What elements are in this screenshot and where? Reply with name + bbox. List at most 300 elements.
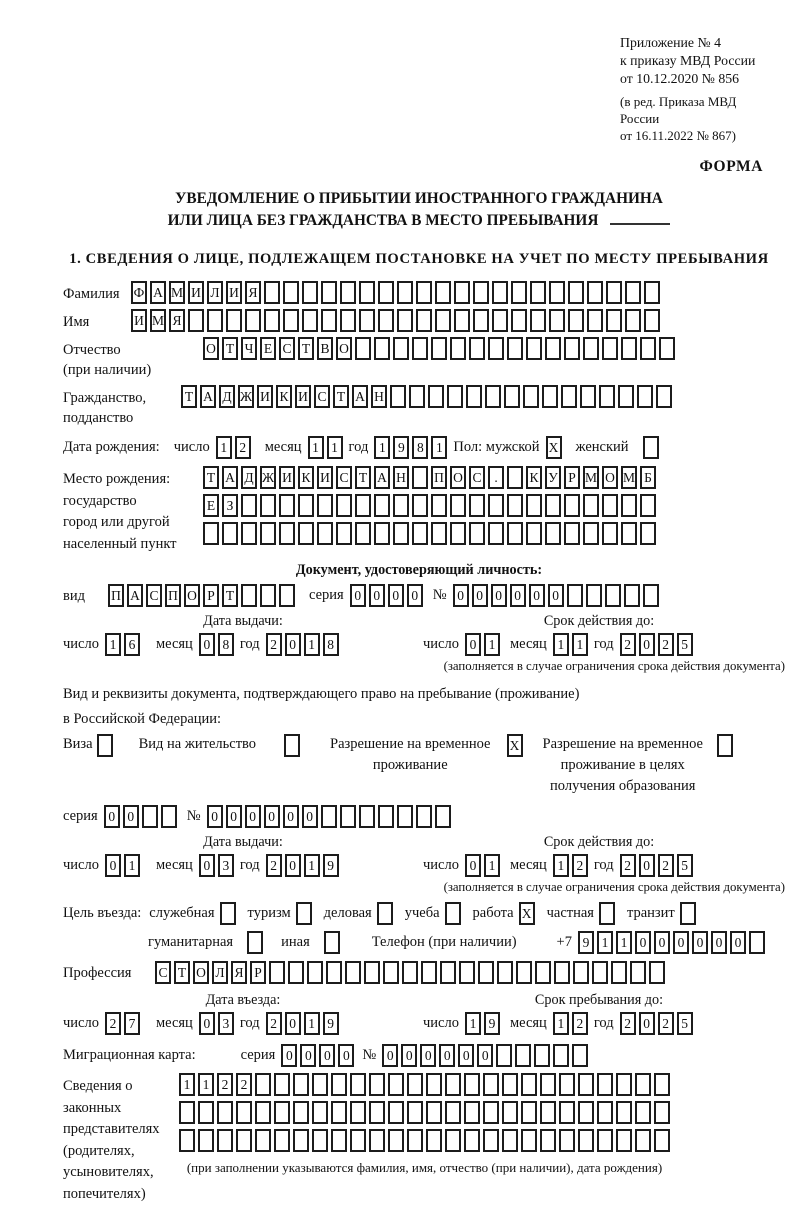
stay-until-row: число 1 9 месяц 1 2 год 2 0 2 5 xyxy=(423,1012,775,1035)
cell: 0 xyxy=(388,584,404,607)
residence-doc-intro: Вид и реквизиты документа, подтверждающего право на пребывание (проживание) в Российской Федерации: xyxy=(63,686,580,727)
cell xyxy=(502,1073,518,1096)
cell: 0 xyxy=(281,1044,297,1067)
month-word: месяц xyxy=(264,439,302,455)
cell xyxy=(369,1073,385,1096)
order-reference-amendment xyxy=(620,93,775,144)
surname-row xyxy=(63,281,775,304)
cell: С xyxy=(279,337,295,360)
residence-expiry-month-cells xyxy=(553,854,588,877)
cell xyxy=(473,309,489,332)
cell: 0 xyxy=(458,1044,474,1067)
cell xyxy=(321,805,337,828)
cell xyxy=(545,337,561,360)
entry-day-cells xyxy=(105,1012,140,1035)
representatives-cells xyxy=(179,1073,670,1176)
cell: 1 xyxy=(124,854,140,877)
cell: 2 xyxy=(235,436,251,459)
cell: И xyxy=(257,385,273,408)
cell xyxy=(488,494,504,517)
cell: 0 xyxy=(654,931,670,954)
cell: К xyxy=(298,466,314,489)
cell: 0 xyxy=(673,931,689,954)
cell xyxy=(412,337,428,360)
cell: 1 xyxy=(304,633,320,656)
cell xyxy=(284,734,300,757)
cell: 2 xyxy=(266,1012,282,1035)
cell xyxy=(264,281,280,304)
temp-residence-option xyxy=(330,734,522,776)
cell: 1 xyxy=(484,633,500,656)
residence-series-cells xyxy=(104,805,177,828)
doc-number-cells xyxy=(453,584,659,607)
issue-date-row: число 1 6 месяц 0 8 год 2 0 1 8 xyxy=(63,633,423,656)
purpose-humanitarian-checkbox xyxy=(247,931,263,954)
cell xyxy=(454,281,470,304)
cell xyxy=(298,494,314,517)
phone-cells xyxy=(578,931,765,954)
cell xyxy=(564,494,580,517)
cell xyxy=(643,436,659,459)
cell xyxy=(260,494,276,517)
purpose-official-checkbox xyxy=(220,902,236,925)
representatives-row-3 xyxy=(179,1129,670,1152)
cell xyxy=(378,309,394,332)
cell xyxy=(255,1073,271,1096)
cell: 2 xyxy=(572,1012,588,1035)
cell xyxy=(549,309,565,332)
identity-doc-dates xyxy=(63,613,775,656)
cell xyxy=(428,385,444,408)
cell xyxy=(515,1044,531,1067)
cell: X xyxy=(546,436,562,459)
cell xyxy=(640,337,656,360)
cell: 0 xyxy=(382,1044,398,1067)
cell xyxy=(469,337,485,360)
cell: 2 xyxy=(236,1073,252,1096)
sex-label: Пол: xyxy=(453,439,483,455)
cell: О xyxy=(602,466,618,489)
birth-day-cells xyxy=(216,436,251,459)
ref-line: Приложение № 4 xyxy=(620,35,722,50)
issue-date-heading: Дата выдачи: xyxy=(203,613,283,629)
entry-date-heading: Дата въезда: xyxy=(205,992,281,1008)
representatives-note: (при заполнении указываются фамилия, имя, отчество (при наличии), дата рождения) xyxy=(186,1160,663,1175)
residence-expiry-row: число 0 1 месяц 1 2 год 2 0 2 5 xyxy=(423,854,775,877)
cell xyxy=(435,309,451,332)
cell xyxy=(283,281,299,304)
cell xyxy=(340,309,356,332)
cell xyxy=(483,1073,499,1096)
cell xyxy=(416,281,432,304)
cell xyxy=(397,309,413,332)
cell xyxy=(350,1101,366,1124)
cell: И xyxy=(279,466,295,489)
cell: 3 xyxy=(218,854,234,877)
phone-prefix: +7 xyxy=(556,934,572,950)
cell: 0 xyxy=(465,633,481,656)
cell xyxy=(485,385,501,408)
cell xyxy=(312,1101,328,1124)
cell xyxy=(283,309,299,332)
cell: Е xyxy=(203,494,219,517)
cell xyxy=(618,385,634,408)
cell: 1 xyxy=(308,436,324,459)
cell xyxy=(643,584,659,607)
purpose-work-label: работа xyxy=(472,905,514,921)
cell xyxy=(649,961,665,984)
cell xyxy=(559,1129,575,1152)
form-title-line1: УВЕДОМЛЕНИЕ О ПРИБЫТИИ ИНОСТРАННОГО ГРАЖДАНИНА xyxy=(175,190,663,207)
cell: А xyxy=(374,466,390,489)
ref-line: от 10.12.2020 № 856 xyxy=(620,71,740,86)
migration-card-row: Миграционная карта: серия 0 0 0 0 № 0 0 0 0 0 0 xyxy=(63,1044,775,1067)
cell xyxy=(412,494,428,517)
cell xyxy=(445,1073,461,1096)
cell: М xyxy=(583,466,599,489)
cell: 0 xyxy=(692,931,708,954)
cell xyxy=(326,961,342,984)
cell xyxy=(483,1101,499,1124)
cell xyxy=(640,522,656,545)
given-name-cells xyxy=(131,309,660,332)
cell xyxy=(331,1101,347,1124)
purpose-humanitarian-label: гуманитарная xyxy=(148,934,234,950)
residence-issue-year-cells xyxy=(266,854,339,877)
cell xyxy=(492,309,508,332)
birth-place-label: Место рождения: государство город или другой населенный пункт xyxy=(63,471,177,552)
cell xyxy=(516,961,532,984)
cell: Ф xyxy=(131,281,147,304)
expiry-day-cells xyxy=(465,633,500,656)
expiry-heading: Срок действия до: xyxy=(543,613,655,629)
cell: 2 xyxy=(572,854,588,877)
cell: С xyxy=(336,466,352,489)
migration-number-cells xyxy=(382,1044,588,1067)
cell xyxy=(526,337,542,360)
cell xyxy=(583,337,599,360)
cell: X xyxy=(507,734,523,757)
cell xyxy=(340,805,356,828)
cell: Ч xyxy=(241,337,257,360)
cell xyxy=(464,1101,480,1124)
cell xyxy=(407,1101,423,1124)
cell xyxy=(621,494,637,517)
cell xyxy=(293,1129,309,1152)
purpose-official-label: служебная xyxy=(149,905,215,921)
cell xyxy=(656,385,672,408)
cell: Р xyxy=(564,466,580,489)
cell xyxy=(397,281,413,304)
cell xyxy=(478,961,494,984)
representatives-row-2 xyxy=(179,1101,670,1124)
cell xyxy=(616,1073,632,1096)
cell: 0 xyxy=(285,854,301,877)
residence-permit-label: Вид на жительство xyxy=(138,736,257,752)
representatives-block xyxy=(63,1073,775,1205)
cell: К xyxy=(526,466,542,489)
cell xyxy=(621,522,637,545)
cell xyxy=(545,494,561,517)
cell xyxy=(659,337,675,360)
cell: 0 xyxy=(639,633,655,656)
cell xyxy=(447,385,463,408)
cell: Я xyxy=(231,961,247,984)
cell: А xyxy=(222,466,238,489)
cell: 0 xyxy=(105,854,121,877)
cell: 5 xyxy=(677,1012,693,1035)
cell xyxy=(654,1073,670,1096)
entry-year-cells xyxy=(266,1012,339,1035)
cell xyxy=(492,281,508,304)
cell: 0 xyxy=(245,805,261,828)
cell xyxy=(464,1129,480,1152)
expiry-month-cells xyxy=(553,633,588,656)
cell: 0 xyxy=(285,633,301,656)
cell xyxy=(469,522,485,545)
cell: 1 xyxy=(616,931,632,954)
number-word: № xyxy=(432,587,447,603)
cell: О xyxy=(203,337,219,360)
cell xyxy=(359,309,375,332)
cell: А xyxy=(352,385,368,408)
cell xyxy=(534,1044,550,1067)
cell xyxy=(412,522,428,545)
cell: Т xyxy=(333,385,349,408)
cell xyxy=(559,1073,575,1096)
cell xyxy=(260,522,276,545)
phone-label: Телефон (при наличии) xyxy=(371,934,517,950)
cell xyxy=(542,385,558,408)
cell xyxy=(220,902,236,925)
cell: 2 xyxy=(105,1012,121,1035)
cell xyxy=(355,522,371,545)
cell xyxy=(553,1044,569,1067)
given-name-label: Имя xyxy=(63,314,90,330)
purpose-other-label: иная xyxy=(281,934,310,950)
cell: С xyxy=(155,961,171,984)
issue-year-cells xyxy=(266,633,339,656)
cell xyxy=(393,337,409,360)
cell xyxy=(298,522,314,545)
order-reference xyxy=(620,34,775,88)
cell: И xyxy=(295,385,311,408)
cell xyxy=(302,309,318,332)
cell xyxy=(340,281,356,304)
entry-stay-dates xyxy=(63,992,775,1035)
cell xyxy=(586,584,602,607)
cell xyxy=(568,309,584,332)
sex-male-label: мужской xyxy=(485,439,540,455)
residence-number-cells xyxy=(207,805,451,828)
purpose-tourism-label: туризм xyxy=(247,905,291,921)
cell: 2 xyxy=(620,854,636,877)
migration-card-label: Миграционная карта: xyxy=(63,1047,196,1063)
cell xyxy=(469,494,485,517)
cell: Л xyxy=(212,961,228,984)
cell xyxy=(545,522,561,545)
cell: 0 xyxy=(226,805,242,828)
cell: 0 xyxy=(529,584,545,607)
cell xyxy=(540,1073,556,1096)
cell xyxy=(435,281,451,304)
cell xyxy=(431,337,447,360)
doc-kind-cells xyxy=(108,584,295,607)
cell: С xyxy=(469,466,485,489)
cell xyxy=(535,961,551,984)
cell: П xyxy=(108,584,124,607)
cell: 1 xyxy=(465,1012,481,1035)
cell: М xyxy=(621,466,637,489)
cell xyxy=(421,961,437,984)
cell: А xyxy=(200,385,216,408)
issue-month-cells xyxy=(199,633,234,656)
cell xyxy=(502,1101,518,1124)
cell xyxy=(637,385,653,408)
cell xyxy=(241,584,257,607)
cell xyxy=(578,1073,594,1096)
cell: Л xyxy=(207,281,223,304)
cell: 0 xyxy=(711,931,727,954)
residence-issue-month-cells xyxy=(199,854,234,877)
citizenship-label: Гражданство, подданство xyxy=(63,390,147,426)
cell xyxy=(597,1129,613,1152)
residence-doc-dates xyxy=(63,834,775,877)
cell: И xyxy=(188,281,204,304)
cell xyxy=(473,281,489,304)
visa-option xyxy=(63,734,113,757)
cell: Т xyxy=(355,466,371,489)
entry-date-col xyxy=(63,992,423,1035)
cell xyxy=(388,1073,404,1096)
cell xyxy=(390,385,406,408)
cell: 5 xyxy=(677,854,693,877)
cell xyxy=(359,805,375,828)
series-word: серия xyxy=(309,587,344,603)
cell xyxy=(416,309,432,332)
cell: Н xyxy=(393,466,409,489)
cell xyxy=(445,1129,461,1152)
cell: 0 xyxy=(199,633,215,656)
cell: Ж xyxy=(260,466,276,489)
birth-year-cells xyxy=(374,436,447,459)
cell xyxy=(583,522,599,545)
cell xyxy=(388,1129,404,1152)
cell: 0 xyxy=(264,805,280,828)
cell: . xyxy=(488,466,504,489)
purpose-business-checkbox xyxy=(377,902,393,925)
cell xyxy=(599,902,615,925)
cell xyxy=(260,584,276,607)
birth-month-cells xyxy=(308,436,343,459)
cell: 0 xyxy=(283,805,299,828)
cell: С xyxy=(146,584,162,607)
sex-female-checkbox xyxy=(643,436,659,459)
stay-month-cells xyxy=(553,1012,588,1035)
cell: X xyxy=(519,902,535,925)
cell: 9 xyxy=(323,854,339,877)
cell xyxy=(644,281,660,304)
ref-note-line: (в ред. Приказа МВД России xyxy=(620,94,737,126)
profession-cells xyxy=(155,961,665,984)
identity-doc-row xyxy=(63,584,775,607)
patronymic-label: Отчество (при наличии) xyxy=(63,342,152,378)
cell xyxy=(142,805,158,828)
cell xyxy=(507,466,523,489)
cell: Б xyxy=(640,466,656,489)
cell xyxy=(293,1101,309,1124)
cell xyxy=(321,309,337,332)
cell xyxy=(407,1129,423,1152)
cell xyxy=(561,385,577,408)
cell: С xyxy=(314,385,330,408)
cell: О xyxy=(336,337,352,360)
cell xyxy=(279,584,295,607)
cell xyxy=(459,961,475,984)
cell: 6 xyxy=(124,633,140,656)
cell xyxy=(625,281,641,304)
birth-place-row-1 xyxy=(203,466,656,489)
temp-residence-checkbox xyxy=(507,734,523,757)
cell: 0 xyxy=(730,931,746,954)
purpose-work-checkbox xyxy=(519,902,535,925)
cell: 0 xyxy=(302,805,318,828)
stay-day-cells xyxy=(465,1012,500,1035)
cell xyxy=(350,1129,366,1152)
cell: 2 xyxy=(658,633,674,656)
temp-residence-label: Разрешение на временное проживание xyxy=(330,736,491,773)
cell xyxy=(302,281,318,304)
cell xyxy=(526,522,542,545)
cell: 0 xyxy=(491,584,507,607)
cell xyxy=(680,902,696,925)
cell xyxy=(497,961,513,984)
cell: 1 xyxy=(374,436,390,459)
cell: 0 xyxy=(285,1012,301,1035)
cell: Я xyxy=(169,309,185,332)
cell xyxy=(521,1073,537,1096)
cell xyxy=(466,385,482,408)
cell xyxy=(521,1129,537,1152)
cell: Т xyxy=(174,961,190,984)
cell xyxy=(504,385,520,408)
patronymic-cells xyxy=(203,337,675,360)
cell xyxy=(540,1129,556,1152)
cell xyxy=(188,309,204,332)
cell xyxy=(578,1101,594,1124)
cell xyxy=(605,584,621,607)
cell xyxy=(97,734,113,757)
residence-series-row: серия 0 0 № 0 0 0 0 0 0 xyxy=(63,805,775,828)
cell xyxy=(597,1101,613,1124)
cell: 1 xyxy=(198,1073,214,1096)
cell xyxy=(559,1101,575,1124)
cell xyxy=(312,1073,328,1096)
cell xyxy=(587,281,603,304)
cell xyxy=(464,1073,480,1096)
cell: З xyxy=(222,494,238,517)
cell xyxy=(317,522,333,545)
cell xyxy=(207,309,223,332)
cell xyxy=(255,1101,271,1124)
title-blank-underline xyxy=(610,223,670,225)
cell xyxy=(635,1101,651,1124)
cell xyxy=(564,337,580,360)
cell xyxy=(222,522,238,545)
cell xyxy=(217,1129,233,1152)
cell xyxy=(496,1044,512,1067)
cell xyxy=(564,522,580,545)
